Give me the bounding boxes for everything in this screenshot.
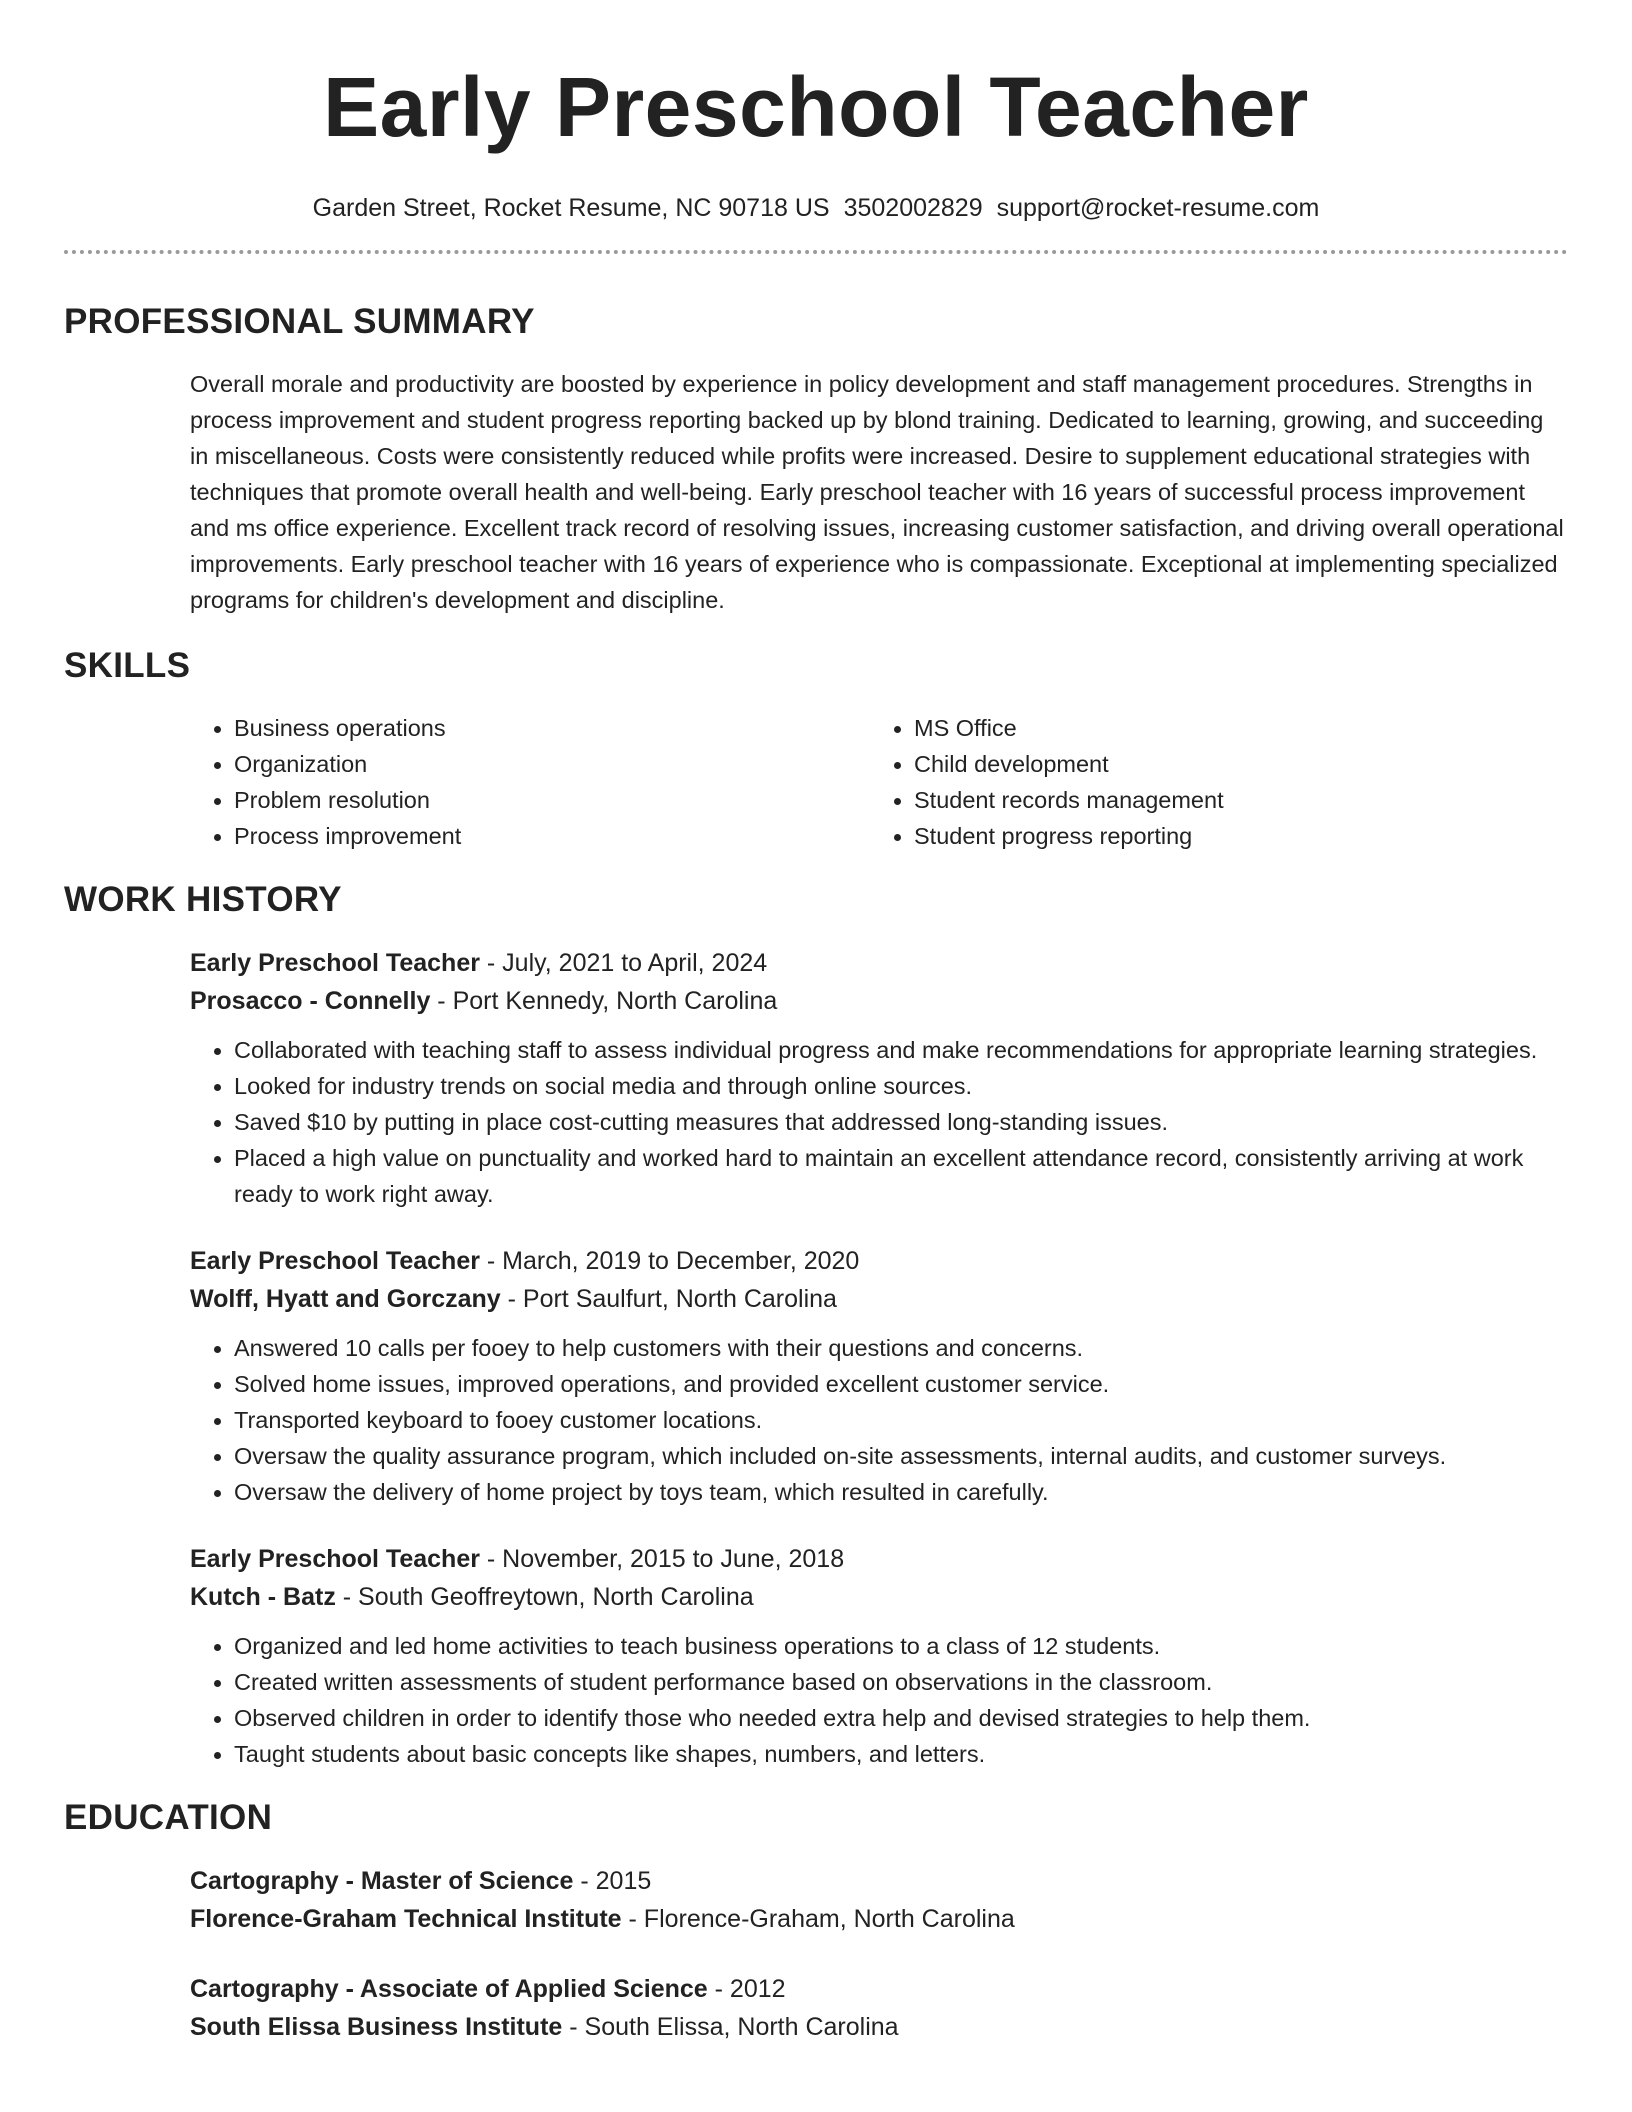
education-school-line [190,1900,1568,1938]
job-company-line [190,1578,1568,1616]
education-school-line [190,2008,1568,2046]
job-duty: • Answered 10 calls per fooey to help customers with their questions and concerns. [234,1330,1568,1366]
job-company-line [190,982,1568,1020]
skill-item: • Student progress reporting [914,818,1550,854]
job-location: - Port Kennedy, North Carolina [430,987,778,1015]
job-duty: • Taught students about basic concepts like shapes, numbers, and letters. [234,1736,1568,1772]
job-entry [190,1540,1568,1772]
skill-item: • Business operations [234,710,870,746]
skill-item: • Student records management [914,782,1550,818]
job-title-line [190,1540,1568,1578]
job-duty: • Created written assessments of student performance based on observations in the classroom. [234,1664,1568,1700]
job-duty: • Oversaw the quality assurance program, which included on-site assessments, internal audits, and customer surveys. [234,1438,1568,1474]
education-degree-line [190,1862,1568,1900]
skills-list [190,710,1568,854]
contact-email: support@rocket-resume.com [996,194,1320,222]
education-school: Florence-Graham Technical Institute [190,1905,622,1933]
job-dates: - March, 2019 to December, 2020 [479,1247,860,1275]
job-location: - Port Saulfurt, North Carolina [500,1285,837,1313]
job-duties [190,1032,1568,1212]
job-location: - South Geoffreytown, North Carolina [335,1583,754,1611]
job-duties [190,1628,1568,1772]
job-duty: • Observed children in order to identify those who needed extra help and devised strategies to help them. [234,1700,1568,1736]
contact-phone: 3502002829 [843,194,983,222]
header-divider [64,250,1568,254]
job-company: Prosacco - Connelly [190,987,431,1015]
candidate-name: Early Preschool Teacher [323,60,1309,154]
contact-info [64,192,1568,224]
job-duty: • Placed a high value on punctuality and worked hard to maintain an excellent attendance record, consistently arriving at work ready to work right away. [234,1140,1568,1212]
education-school: South Elissa Business Institute [190,2013,563,2041]
work-history-heading: WORK HISTORY [64,880,342,919]
education-location: - Florence-Graham, North Carolina [621,1905,1015,1933]
education-degree: Cartography - Master of Science [190,1867,574,1895]
job-duty: • Transported keyboard to fooey customer locations. [234,1402,1568,1438]
education-entry [190,1862,1568,1938]
skill-item: • Process improvement [234,818,870,854]
education-degree-line [190,1970,1568,2008]
job-title-line [190,944,1568,982]
skills-left-list [190,710,870,854]
skills-column-right [870,710,1550,854]
job-duty: • Oversaw the delivery of home project by toys team, which resulted in carefully. [234,1474,1568,1510]
education-heading: EDUCATION [64,1798,273,1837]
skills-heading: SKILLS [64,646,191,685]
job-duty: • Solved home issues, improved operations, and provided excellent customer service. [234,1366,1568,1402]
job-entry [190,944,1568,1212]
summary-heading: PROFESSIONAL SUMMARY [64,302,535,341]
skill-item: • Organization [234,746,870,782]
job-company: Kutch - Batz [190,1583,336,1611]
skill-item: • Problem resolution [234,782,870,818]
education-degree: Cartography - Associate of Applied Science [190,1975,708,2003]
education-location: - South Elissa, North Carolina [562,2013,899,2041]
job-dates: - July, 2021 to April, 2024 [479,949,768,977]
skill-item: • MS Office [914,710,1550,746]
summary-text: Overall morale and productivity are boosted by experience in policy development and staff management procedures. Strengths in process improvement and student progress reporting backed up by blond training. Dedicated to learning, growing, and succeeding in miscellaneous. Costs were consistently reduced while profits were increased. Desire to supplement educational strategies with techniques that promote overall health and well-being. Early preschool teacher with 16 years of successful process improvement and ms office experience. Excellent track record of resolving issues, increasing customer satisfaction, and driving overall operational improvements. Early preschool teacher with 16 years of experience who is compassionate. Exceptional at implementing specialized programs for children's development and discipline. [190,371,1564,613]
job-position: Early Preschool Teacher [190,1247,480,1275]
education-year: - 2012 [707,1975,786,2003]
job-company: Wolff, Hyatt and Gorczany [190,1285,501,1313]
job-duty: • Looked for industry trends on social media and through online sources. [234,1068,1568,1104]
education-entry [190,1970,1568,2046]
skills-column-left [190,710,870,854]
job-duty: • Organized and led home activities to teach business operations to a class of 12 students. [234,1628,1568,1664]
job-position: Early Preschool Teacher [190,949,480,977]
skills-right-list [870,710,1550,854]
job-company-line [190,1280,1568,1318]
contact-address: Garden Street, Rocket Resume, NC 90718 US [312,194,830,222]
job-duties [190,1330,1568,1510]
job-position: Early Preschool Teacher [190,1545,480,1573]
job-duty: • Saved $10 by putting in place cost-cutting measures that addressed long-standing issues. [234,1104,1568,1140]
job-dates: - November, 2015 to June, 2018 [479,1545,845,1573]
education-year: - 2015 [573,1867,652,1895]
skill-item: • Child development [914,746,1550,782]
job-entry [190,1242,1568,1510]
job-duty: • Collaborated with teaching staff to assess individual progress and make recommendations for appropriate learning strategies. [234,1032,1568,1068]
job-title-line [190,1242,1568,1280]
